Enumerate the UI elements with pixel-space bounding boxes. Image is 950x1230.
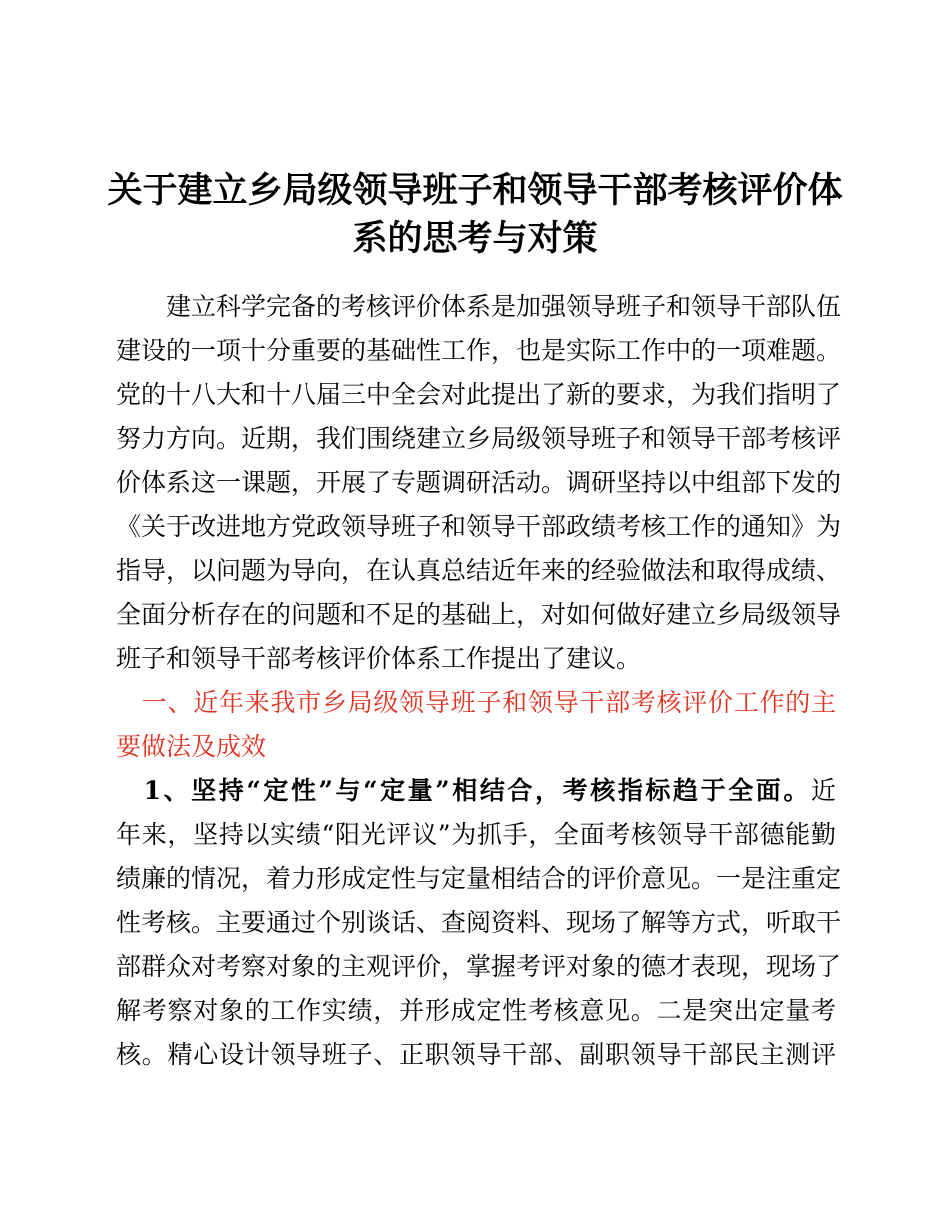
item-1-first-line — [116, 776, 836, 806]
body-line: 解考察对象的工作实绩，并形成定性考核意见。二是突出定量考 — [116, 996, 836, 1025]
intro-line: 建立科学完备的考核评价体系是加强领导班子和领导干部队伍 — [116, 292, 842, 321]
section-heading-line-2: 要做法及成效 — [116, 732, 267, 761]
intro-line: 全面分析存在的问题和不足的基础上，对如何做好建立乡局级领导 — [116, 600, 842, 629]
body-line: 年来，坚持以实绩“阳光评议”为抓手，全面考核领导干部德能勤 — [116, 820, 836, 849]
body-line: 核。精心设计领导班子、正职领导干部、副职领导干部民主测评 — [116, 1040, 836, 1069]
item-1-bold-lead: 1、坚持“定性”与“定量”相结合，考核指标趋于全面。 — [116, 776, 811, 805]
intro-line: 建设的一项十分重要的基础性工作，也是实际工作中的一项难题。 — [116, 336, 842, 365]
body-line: 绩廉的情况，着力形成定性与定量相结合的评价意见。一是注重定 — [116, 864, 842, 893]
section-heading-line-1: 一、近年来我市乡局级领导班子和领导干部考核评价工作的主 — [116, 688, 836, 717]
document-title-line-2: 系的思考与对策 — [352, 218, 598, 259]
intro-line: 价体系这一课题，开展了专题调研活动。调研坚持以中组部下发的 — [116, 468, 842, 497]
document-title-line-1: 关于建立乡局级领导班子和领导干部考核评价体 — [107, 170, 843, 211]
intro-line: 班子和领导干部考核评价体系工作提出了建议。 — [116, 644, 642, 673]
item-1-lead-text: 近 — [810, 776, 836, 805]
intro-line: 《关于改进地方党政领导班子和领导干部政绩考核工作的通知》为 — [116, 512, 842, 541]
intro-line: 努力方向。近期，我们围绕建立乡局级领导班子和领导干部考核评 — [116, 424, 842, 453]
body-line: 部群众对考察对象的主观评价，掌握考评对象的德才表现，现场了 — [116, 952, 842, 981]
body-line: 性考核。主要通过个别谈话、查阅资料、现场了解等方式，听取干 — [116, 908, 842, 937]
intro-line: 指导，以问题为导向，在认真总结近年来的经验做法和取得成绩、 — [116, 556, 842, 585]
intro-line: 党的十八大和十八届三中全会对此提出了新的要求，为我们指明了 — [116, 380, 842, 409]
